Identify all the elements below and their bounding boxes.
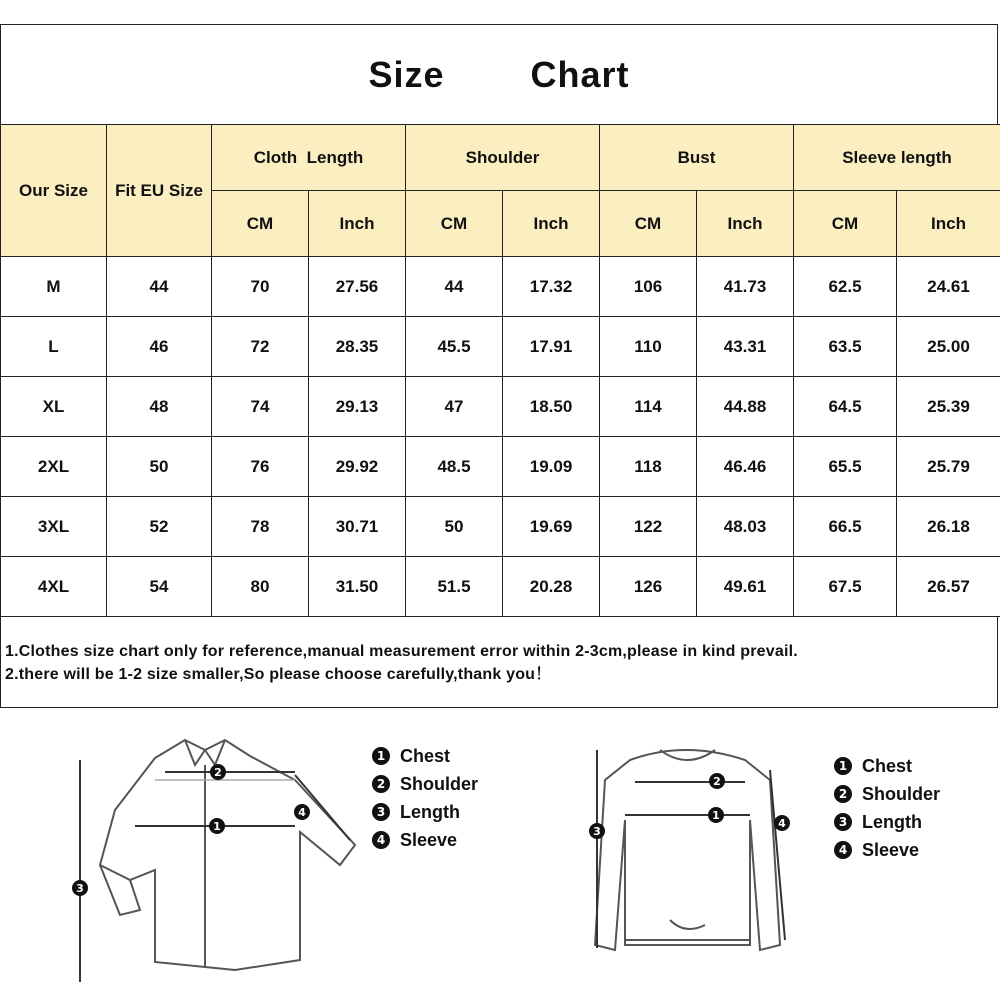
header-cloth-length: Cloth Length — [212, 125, 406, 191]
cell-cloth-length-cm: 76 — [212, 437, 309, 497]
note-2: 2.there will be 1-2 size smaller,So please choose carefully,thank you！ — [5, 666, 552, 683]
note-1: 1.Clothes size chart only for reference,manual measurement error within 2-3cm,please in kind prevail. — [5, 643, 798, 660]
cell-sleeve-length-cm: 66.5 — [794, 497, 897, 557]
cell-our-size: 3XL — [1, 497, 107, 557]
legend-item — [372, 742, 478, 770]
cell-sleeve-length-inch: 25.39 — [897, 377, 1000, 437]
header-bust: Bust — [600, 125, 794, 191]
header-shoulder: Shoulder — [406, 125, 600, 191]
number-icon: 1 — [834, 757, 852, 775]
cell-our-size: L — [1, 317, 107, 377]
cell-cloth-length-inch: 30.71 — [309, 497, 406, 557]
unit-header: CM — [794, 191, 897, 257]
cell-shoulder-cm: 51.5 — [406, 557, 503, 617]
cell-sleeve-length-inch: 26.57 — [897, 557, 1000, 617]
cell-cloth-length-inch: 29.92 — [309, 437, 406, 497]
notes — [5, 640, 995, 686]
unit-header: Inch — [503, 191, 600, 257]
cell-sleeve-length-cm: 64.5 — [794, 377, 897, 437]
table-row — [1, 377, 1000, 437]
cell-sleeve-length-inch: 26.18 — [897, 497, 1000, 557]
unit-header: CM — [600, 191, 697, 257]
title-word-size: Size — [368, 54, 445, 95]
cell-our-size: 2XL — [1, 437, 107, 497]
cell-shoulder-inch: 19.09 — [503, 437, 600, 497]
legend-label: Sleeve — [862, 839, 920, 860]
marker-chest-label: 1 — [712, 809, 720, 822]
cell-bust-cm: 106 — [600, 257, 697, 317]
cell-fit-eu-size: 52 — [107, 497, 212, 557]
marker-sleeve-label: 4 — [298, 806, 306, 819]
cell-cloth-length-cm: 70 — [212, 257, 309, 317]
sweater-diagram — [585, 720, 800, 980]
number-icon: 3 — [372, 803, 390, 821]
header-fit-eu-size: Fit EU Size — [107, 125, 212, 257]
cell-fit-eu-size: 54 — [107, 557, 212, 617]
cell-cloth-length-cm: 80 — [212, 557, 309, 617]
cell-shoulder-inch: 20.28 — [503, 557, 600, 617]
legend-item — [372, 798, 478, 826]
legend-item — [834, 808, 940, 836]
cell-shoulder-cm: 45.5 — [406, 317, 503, 377]
cell-fit-eu-size: 48 — [107, 377, 212, 437]
cell-cloth-length-cm: 72 — [212, 317, 309, 377]
cell-shoulder-cm: 47 — [406, 377, 503, 437]
cell-sleeve-length-inch: 24.61 — [897, 257, 1000, 317]
cell-fit-eu-size: 50 — [107, 437, 212, 497]
cell-shoulder-inch: 19.69 — [503, 497, 600, 557]
legend-label: Length — [400, 801, 460, 822]
size-table — [0, 124, 1000, 617]
shirt-legend — [372, 742, 478, 854]
size-chart-frame — [0, 24, 998, 708]
shirt-diagram — [60, 720, 360, 990]
legend-item — [834, 752, 940, 780]
legend-label: Sleeve — [400, 829, 458, 850]
cell-bust-inch: 49.61 — [697, 557, 794, 617]
unit-header: Inch — [897, 191, 1000, 257]
marker-length-label: 3 — [76, 882, 84, 895]
legend-label: Length — [862, 811, 922, 832]
cell-cloth-length-inch: 28.35 — [309, 317, 406, 377]
header-sleeve-length: Sleeve length — [794, 125, 1000, 191]
legend-item — [834, 780, 940, 808]
number-icon: 4 — [372, 831, 390, 849]
legend-label: Chest — [400, 745, 451, 766]
unit-header: CM — [212, 191, 309, 257]
cell-our-size: M — [1, 257, 107, 317]
title-word-chart: Chart — [530, 54, 630, 95]
marker-shoulder-label: 2 — [214, 766, 222, 779]
legend-item — [372, 770, 478, 798]
cell-bust-cm: 110 — [600, 317, 697, 377]
cell-sleeve-length-cm: 67.5 — [794, 557, 897, 617]
cell-shoulder-inch: 18.50 — [503, 377, 600, 437]
cell-bust-inch: 43.31 — [697, 317, 794, 377]
cell-bust-inch: 44.88 — [697, 377, 794, 437]
sweater-illustration — [585, 720, 800, 980]
legend-item — [834, 836, 940, 864]
cell-our-size: XL — [1, 377, 107, 437]
cell-sleeve-length-cm: 62.5 — [794, 257, 897, 317]
unit-header: CM — [406, 191, 503, 257]
cell-shoulder-inch: 17.91 — [503, 317, 600, 377]
number-icon: 2 — [372, 775, 390, 793]
legend-label: Shoulder — [400, 773, 479, 794]
number-icon: 3 — [834, 813, 852, 831]
cell-bust-cm: 114 — [600, 377, 697, 437]
cell-shoulder-cm: 44 — [406, 257, 503, 317]
unit-header: Inch — [697, 191, 794, 257]
cell-bust-inch: 48.03 — [697, 497, 794, 557]
marker-length-label: 3 — [593, 825, 601, 838]
marker-shoulder-label: 2 — [713, 775, 721, 788]
page-title — [1, 25, 997, 125]
cell-cloth-length-cm: 74 — [212, 377, 309, 437]
cell-cloth-length-inch: 27.56 — [309, 257, 406, 317]
number-icon: 1 — [372, 747, 390, 765]
legend-item — [372, 826, 478, 854]
number-icon: 2 — [834, 785, 852, 803]
shirt-illustration — [60, 720, 360, 990]
cell-cloth-length-inch: 31.50 — [309, 557, 406, 617]
table-row — [1, 317, 1000, 377]
cell-bust-cm: 122 — [600, 497, 697, 557]
table-row — [1, 437, 1000, 497]
cell-bust-cm: 118 — [600, 437, 697, 497]
cell-cloth-length-inch: 29.13 — [309, 377, 406, 437]
number-icon: 4 — [834, 841, 852, 859]
cell-cloth-length-cm: 78 — [212, 497, 309, 557]
marker-sleeve-label: 4 — [778, 817, 786, 830]
cell-bust-inch: 41.73 — [697, 257, 794, 317]
cell-sleeve-length-inch: 25.79 — [897, 437, 1000, 497]
cell-shoulder-cm: 50 — [406, 497, 503, 557]
table-row — [1, 497, 1000, 557]
cell-shoulder-cm: 48.5 — [406, 437, 503, 497]
cell-sleeve-length-cm: 63.5 — [794, 317, 897, 377]
cell-shoulder-inch: 17.32 — [503, 257, 600, 317]
unit-header: Inch — [309, 191, 406, 257]
cell-fit-eu-size: 44 — [107, 257, 212, 317]
marker-chest-label: 1 — [213, 820, 221, 833]
sweater-legend — [834, 752, 940, 864]
cell-bust-cm: 126 — [600, 557, 697, 617]
cell-fit-eu-size: 46 — [107, 317, 212, 377]
cell-our-size: 4XL — [1, 557, 107, 617]
cell-bust-inch: 46.46 — [697, 437, 794, 497]
legend-label: Chest — [862, 755, 913, 776]
header-our-size: Our Size — [1, 125, 107, 257]
table-row — [1, 557, 1000, 617]
legend-label: Shoulder — [862, 783, 941, 804]
cell-sleeve-length-cm: 65.5 — [794, 437, 897, 497]
cell-sleeve-length-inch: 25.00 — [897, 317, 1000, 377]
table-row — [1, 257, 1000, 317]
